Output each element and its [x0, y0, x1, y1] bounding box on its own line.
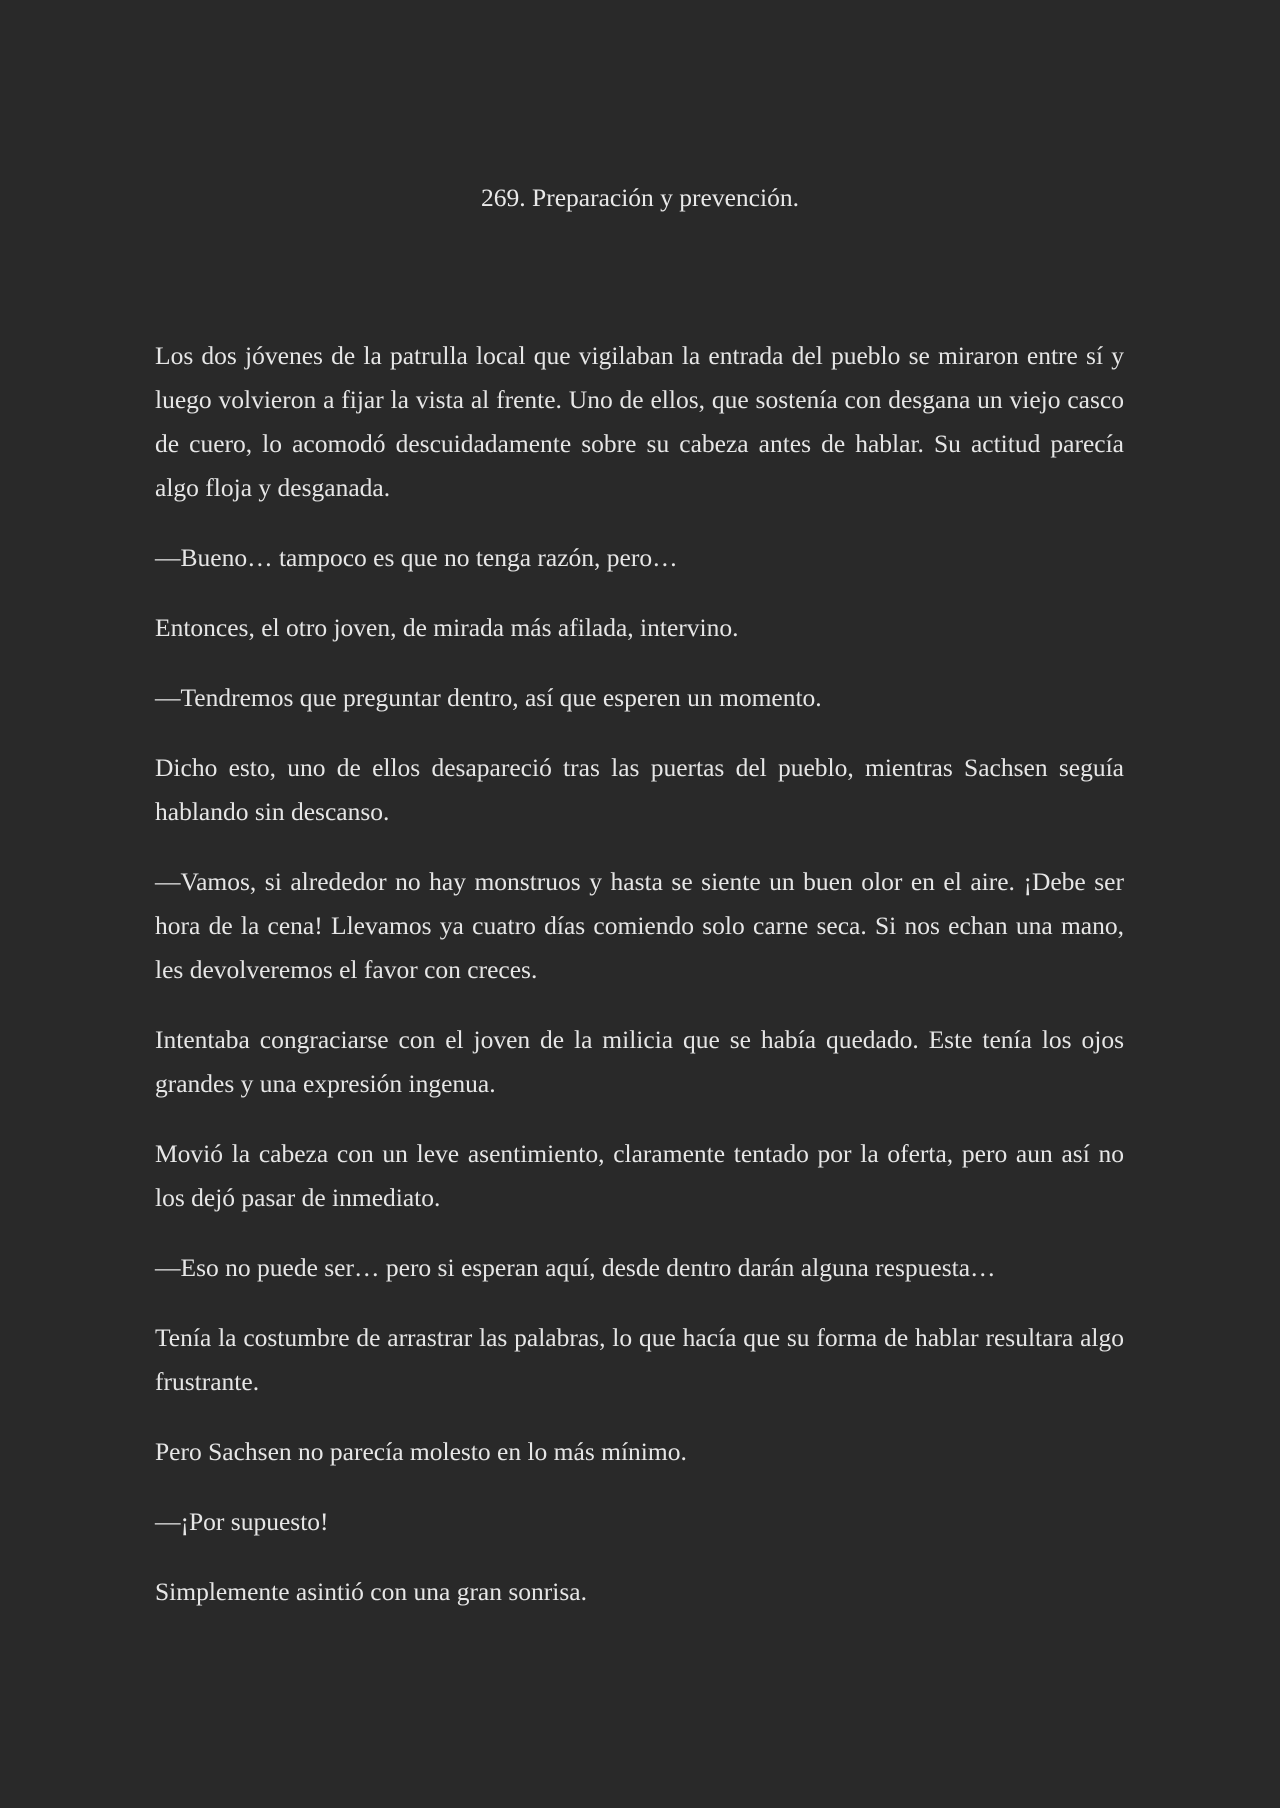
paragraph: Intentaba congraciarse con el joven de la milicia que se había quedado. Este tenía los ojos grandes y una expresión ingenua. — [155, 1025, 1124, 1098]
paragraph: Entonces, el otro joven, de mirada más afilada, intervino. — [155, 613, 739, 642]
paragraph: Tenía la costumbre de arrastrar las palabras, lo que hacía que su forma de hablar resultara algo frustrante. — [155, 1323, 1124, 1396]
paragraph: Pero Sachsen no parecía molesto en lo más mínimo. — [155, 1437, 687, 1466]
chapter-title: 269. Preparación y prevención. — [481, 183, 799, 212]
paragraph: —Vamos, si alrededor no hay monstruos y hasta se siente un buen olor en el aire. ¡Debe ser hora de la cena! Llevamos ya cuatro días comiendo solo carne seca. Si nos echan una mano, les devolveremos el favor con creces. — [155, 867, 1124, 984]
chapter-body — [155, 334, 1124, 1640]
paragraph: —Eso no puede ser… pero si esperan aquí, desde dentro darán alguna respuesta… — [155, 1253, 996, 1282]
paragraph: —Bueno… tampoco es que no tenga razón, pero… — [155, 543, 678, 572]
paragraph: Dicho esto, uno de ellos desapareció tras las puertas del pueblo, mientras Sachsen seguía hablando sin descanso. — [155, 753, 1124, 826]
paragraph: —Tendremos que preguntar dentro, así que esperen un momento. — [155, 683, 822, 712]
paragraph: —¡Por supuesto! — [155, 1507, 329, 1536]
paragraph: Movió la cabeza con un leve asentimiento, claramente tentado por la oferta, pero aun así no los dejó pasar de inmediato. — [155, 1139, 1124, 1212]
paragraph: Simplemente asintió con una gran sonrisa. — [155, 1577, 587, 1606]
paragraph: Los dos jóvenes de la patrulla local que vigilaban la entrada del pueblo se miraron entre sí y luego volvieron a fijar la vista al frente. Uno de ellos, que sostenía con desgana un viejo casco de cuero, lo acomodó descuidadamente sobre su cabeza antes de hablar. Su actitud parecía algo floja y desganada. — [155, 341, 1124, 502]
